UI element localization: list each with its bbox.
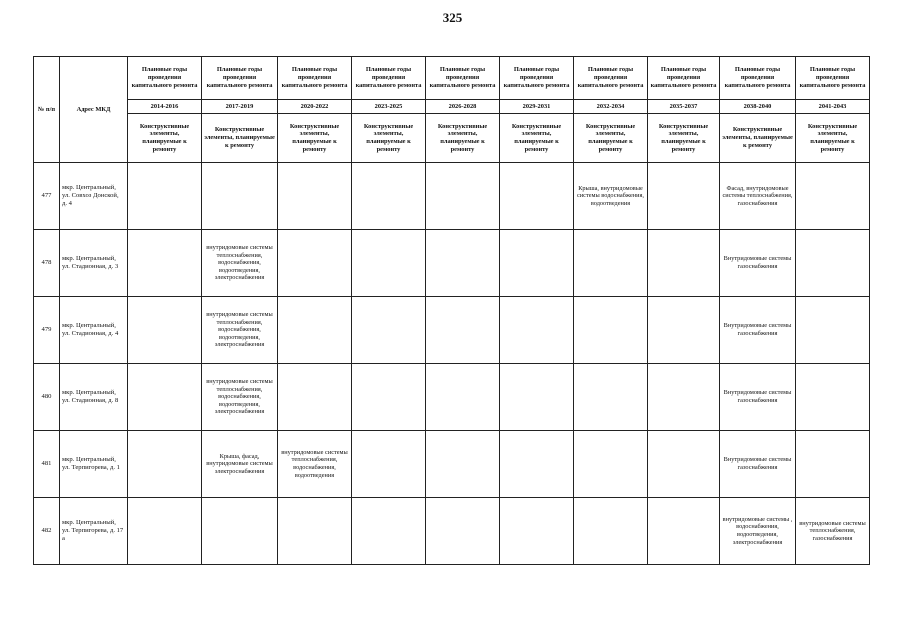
header-elements: Конструктивные элементы, планируемые к ремонту: [128, 114, 202, 163]
header-planned-years: Плановые годы проведения капитального ремонта: [128, 57, 202, 100]
header-elements: Конструктивные элементы, планируемые к ремонту: [648, 114, 720, 163]
header-address: Адрес МКД: [60, 57, 128, 163]
repair-cell: [352, 431, 426, 498]
header-planned-years: Плановые годы проведения капитального ремонта: [352, 57, 426, 100]
repair-cell: внутридомовые системы теплоснабжения, водоснабжения, водоотведения, электроснабжения: [202, 364, 278, 431]
repair-cell: [574, 364, 648, 431]
repair-cell: Внутридомовые системы газоснабжения: [720, 230, 796, 297]
header-planned-years: Плановые годы проведения капитального ремонта: [278, 57, 352, 100]
row-number: 479: [34, 297, 60, 364]
repair-cell: [128, 297, 202, 364]
header-elements: Конструктивные элементы, планируемые к ремонту: [278, 114, 352, 163]
header-elements: Конструктивные элементы, планируемые к ремонту: [500, 114, 574, 163]
repair-cell: [352, 364, 426, 431]
repair-cell: [500, 297, 574, 364]
repair-cell: [796, 297, 870, 364]
repair-cell: [278, 163, 352, 230]
repair-cell: [352, 163, 426, 230]
repair-schedule-table: [33, 56, 870, 565]
repair-cell: [574, 498, 648, 565]
header-elements: Конструктивные элементы, планируемые к ремонту: [796, 114, 870, 163]
repair-cell: [128, 163, 202, 230]
table-row: [34, 498, 870, 565]
period-label: 2041-2043: [796, 100, 870, 114]
table-row: [34, 364, 870, 431]
repair-cell: [648, 230, 720, 297]
header-planned-years: Плановые годы проведения капитального ремонта: [426, 57, 500, 100]
period-label: 2020-2022: [278, 100, 352, 114]
repair-cell: [426, 364, 500, 431]
repair-cell: внутридомовые системы теплоснабжения, водоснабжения, водоотведения: [278, 431, 352, 498]
table-row: [34, 163, 870, 230]
header-planned-years: Плановые годы проведения капитального ремонта: [796, 57, 870, 100]
row-number: 477: [34, 163, 60, 230]
row-address: мкр. Центральный, ул. Стадионная, д. 8: [60, 364, 128, 431]
repair-cell: [128, 364, 202, 431]
repair-cell: [574, 297, 648, 364]
repair-cell: [574, 431, 648, 498]
header-planned-years: Плановые годы проведения капитального ремонта: [202, 57, 278, 100]
repair-cell: [278, 364, 352, 431]
repair-cell: [128, 230, 202, 297]
repair-cell: [352, 230, 426, 297]
row-number: 481: [34, 431, 60, 498]
repair-cell: [500, 163, 574, 230]
header-planned-years: Плановые годы проведения капитального ремонта: [720, 57, 796, 100]
repair-cell: [574, 230, 648, 297]
table-row: [34, 297, 870, 364]
repair-cell: [426, 498, 500, 565]
repair-cell: [500, 364, 574, 431]
repair-cell: Фасад, внутридомовые системы теплоснабжения, газоснабжения: [720, 163, 796, 230]
header-elements: Конструктивные элементы, планируемые к ремонту: [720, 114, 796, 163]
table-row: [34, 431, 870, 498]
repair-cell: [648, 364, 720, 431]
period-label: 2038-2040: [720, 100, 796, 114]
repair-cell: внутридомовые системы теплоснабжения, водоснабжения, водоотведения, электроснабжения: [202, 230, 278, 297]
repair-cell: [352, 297, 426, 364]
row-address: мкр. Центральный, ул. Стадионная, д. 4: [60, 297, 128, 364]
repair-cell: [202, 498, 278, 565]
repair-cell: [128, 431, 202, 498]
repair-cell: Крыша, фасад, внутридомовые системы электроснабжения: [202, 431, 278, 498]
repair-cell: [500, 230, 574, 297]
period-label: 2017-2019: [202, 100, 278, 114]
repair-cell: [202, 163, 278, 230]
row-number: 482: [34, 498, 60, 565]
repair-cell: [426, 297, 500, 364]
header-num: № п/п: [34, 57, 60, 163]
repair-cell: [352, 498, 426, 565]
period-label: 2026-2028: [426, 100, 500, 114]
page-number: 325: [442, 10, 463, 25]
header-elements: Конструктивные элементы, планируемые к ремонту: [352, 114, 426, 163]
table-row: [34, 230, 870, 297]
row-number: 480: [34, 364, 60, 431]
repair-cell: [796, 230, 870, 297]
period-label: 2023-2025: [352, 100, 426, 114]
repair-cell: [796, 364, 870, 431]
repair-cell: [426, 431, 500, 498]
repair-cell: внутридомовые системы , водоснабжения, водоотведения, электроснабжения: [720, 498, 796, 565]
repair-cell: внутридомовые системы теплоснабжения, газоснабжения: [796, 498, 870, 565]
repair-cell: [648, 297, 720, 364]
repair-cell: [278, 297, 352, 364]
row-address: мкр. Центральный, ул. Терпигорева, д. 17 а: [60, 498, 128, 565]
row-address: мкр. Центральный, ул. Стадионная, д. 3: [60, 230, 128, 297]
header-planned-years: Плановые годы проведения капитального ремонта: [648, 57, 720, 100]
repair-cell: [500, 431, 574, 498]
header-planned-years: Плановые годы проведения капитального ремонта: [500, 57, 574, 100]
repair-cell: Внутридомовые системы газоснабжения: [720, 431, 796, 498]
period-label: 2029-2031: [500, 100, 574, 114]
row-number: 478: [34, 230, 60, 297]
repair-cell: Внутридомовые системы газоснабжения: [720, 297, 796, 364]
repair-cell: [796, 163, 870, 230]
repair-cell: [426, 230, 500, 297]
repair-cell: Внутридомовые системы газоснабжения: [720, 364, 796, 431]
row-address: мкр. Центральный, ул. Терпигорева, д. 1: [60, 431, 128, 498]
repair-cell: [278, 230, 352, 297]
header-elements: Конструктивные элементы, планируемые к ремонту: [574, 114, 648, 163]
row-address: мкр. Центральный, ул. Совхоз Донской, д. 4: [60, 163, 128, 230]
period-label: 2014-2016: [128, 100, 202, 114]
repair-cell: внутридомовые системы теплоснабжения, водоснабжения, водоотведения, электроснабжения: [202, 297, 278, 364]
period-label: 2035-2037: [648, 100, 720, 114]
repair-cell: [278, 498, 352, 565]
header-elements: Конструктивные элементы, планируемые к ремонту: [202, 114, 278, 163]
repair-cell: [426, 163, 500, 230]
repair-cell: [796, 431, 870, 498]
repair-cell: Крыша, внутридомовые системы водоснабжения, водоотведения: [574, 163, 648, 230]
repair-cell: [500, 498, 574, 565]
header-elements: Конструктивные элементы, планируемые к ремонту: [426, 114, 500, 163]
repair-cell: [648, 163, 720, 230]
period-label: 2032-2034: [574, 100, 648, 114]
repair-cell: [128, 498, 202, 565]
header-planned-years: Плановые годы проведения капитального ремонта: [574, 57, 648, 100]
repair-cell: [648, 498, 720, 565]
repair-cell: [648, 431, 720, 498]
